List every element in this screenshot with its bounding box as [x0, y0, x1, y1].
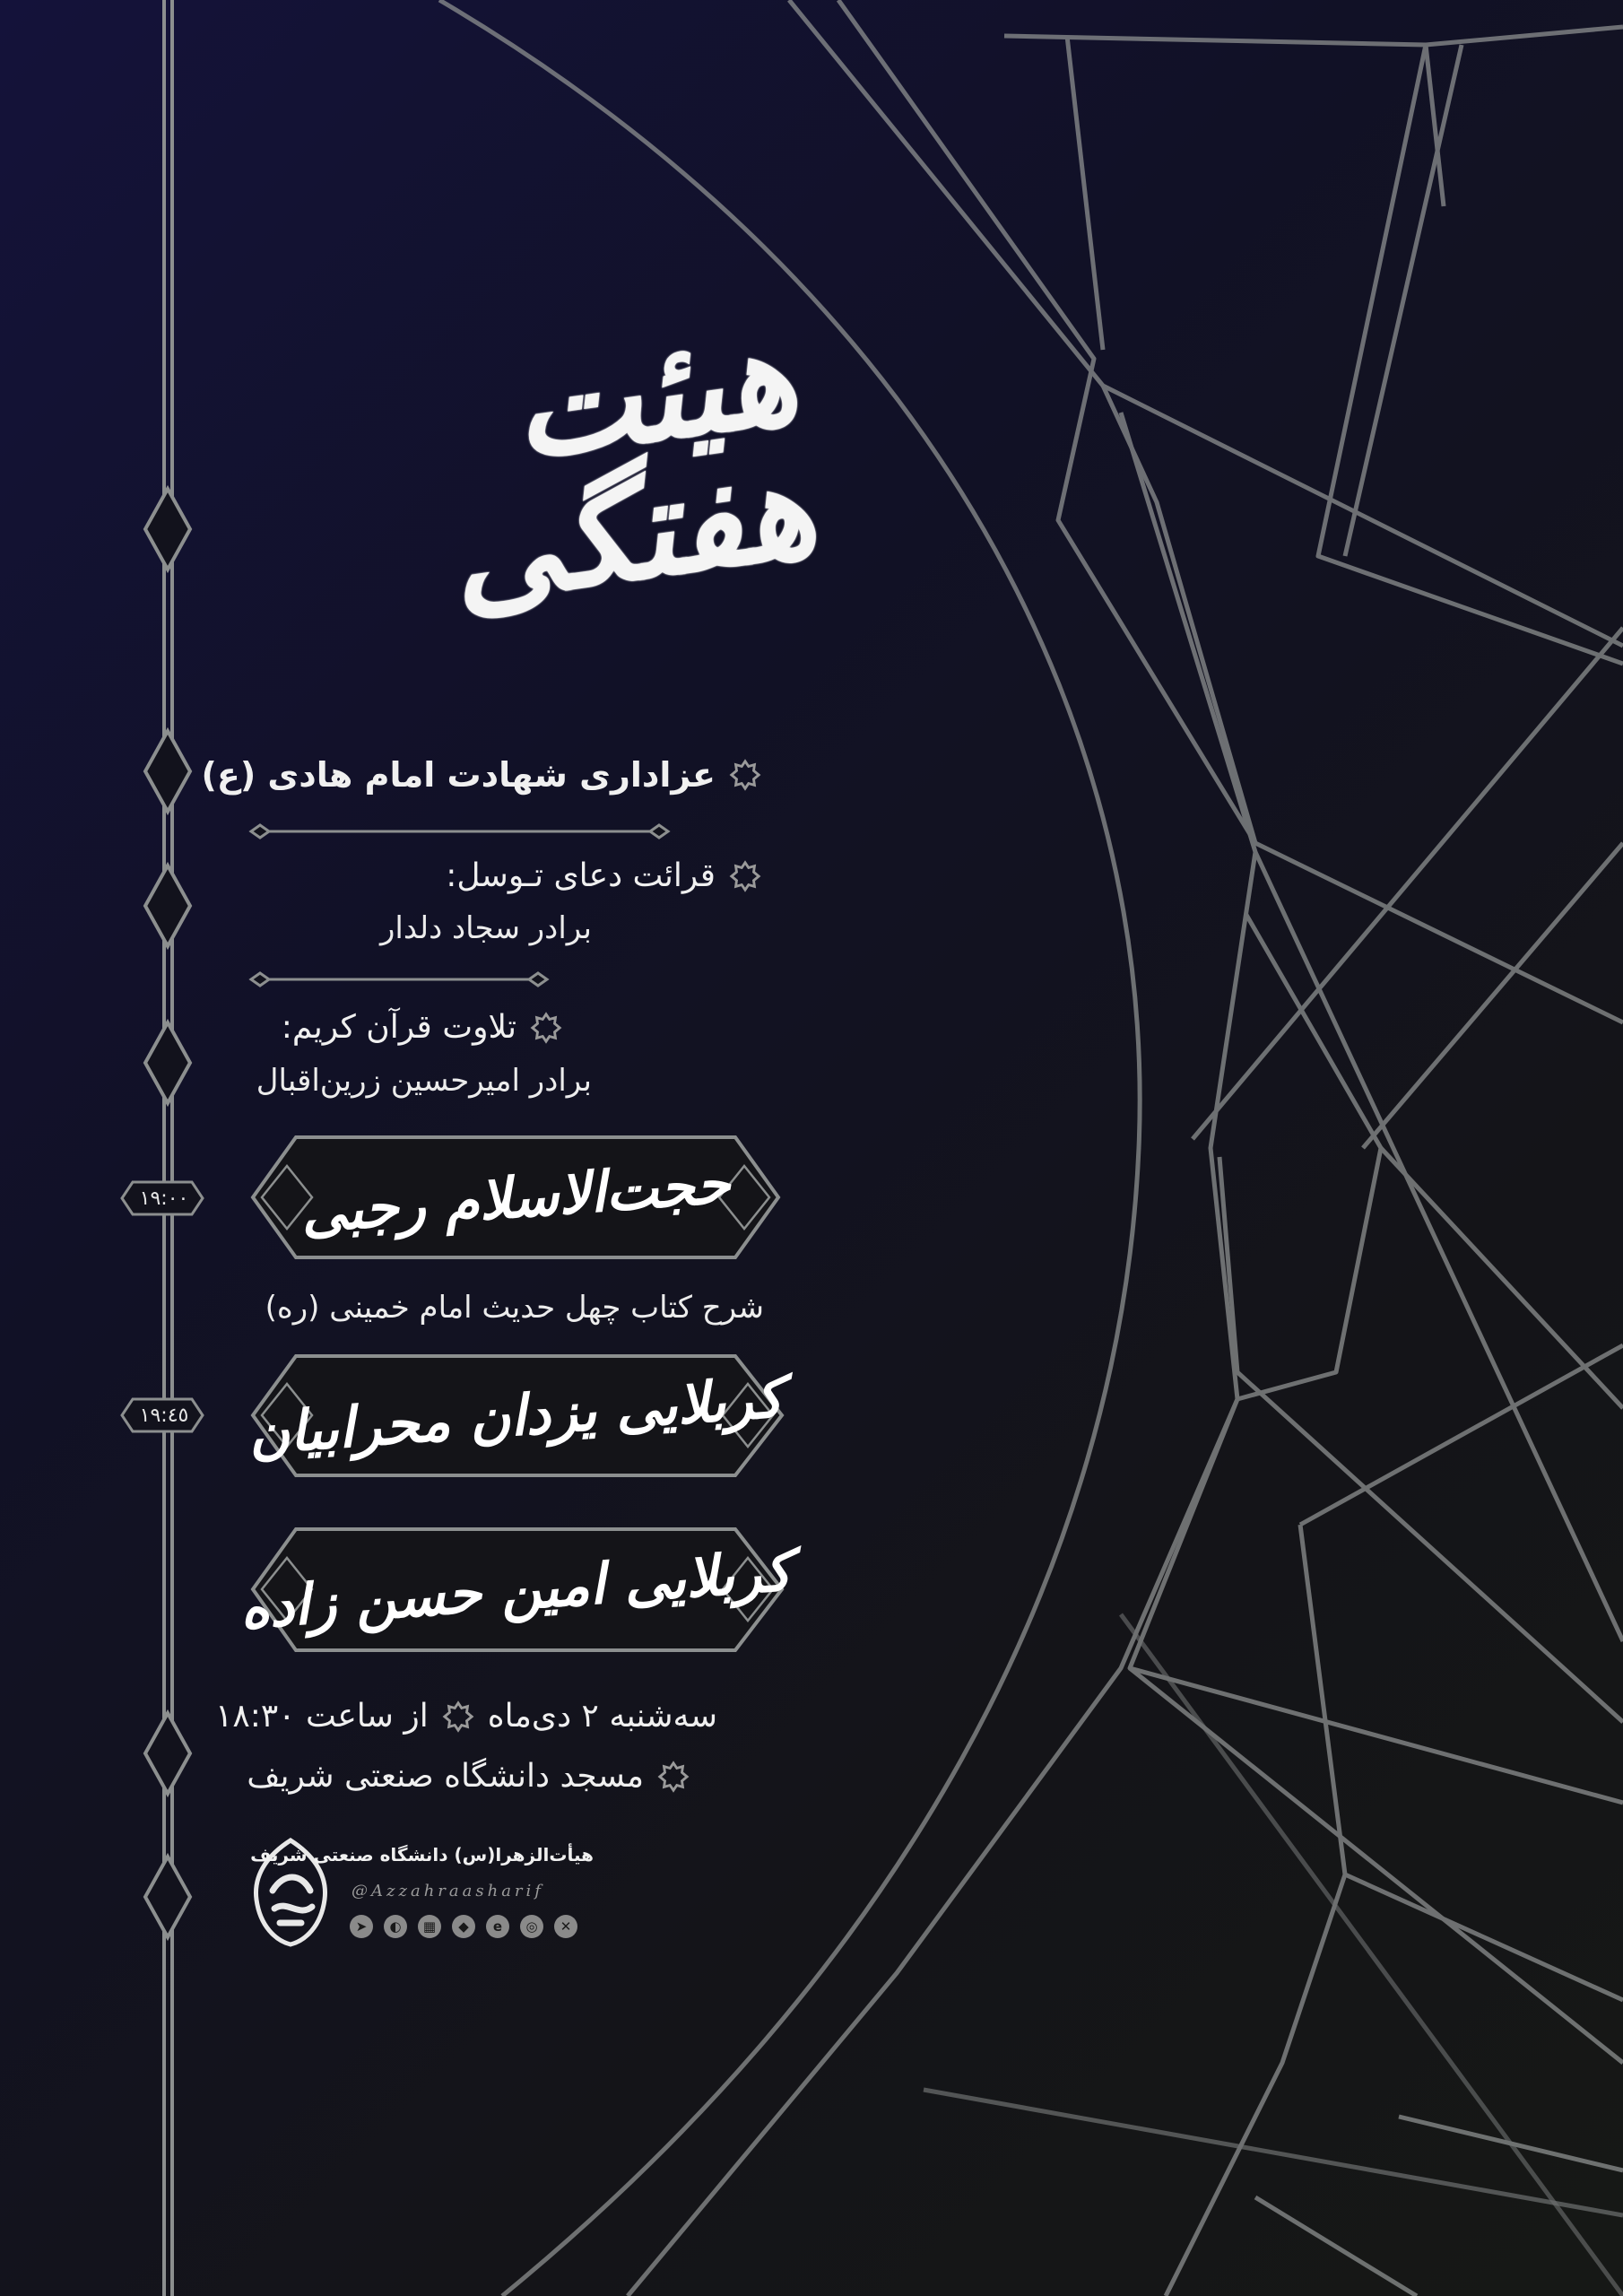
lecture-topic: شرح کتاب چهل حدیث امام خمینی (ره): [265, 1290, 764, 1326]
social-handle: @Azzahraasharif: [352, 1882, 544, 1900]
place-text: مسجد دانشگاه صنعتی شریف: [247, 1758, 644, 1795]
quran-person: برادر امیرحسین زرین‌اقبال: [256, 1063, 592, 1099]
title-calligraphy: [233, 269, 825, 691]
eitaa-icon[interactable]: e: [486, 1915, 509, 1938]
gear-star-icon: [728, 859, 762, 893]
speaker-name: کربلایی امین حسن زاده: [238, 1537, 794, 1641]
place-line: [247, 1758, 690, 1795]
x-icon[interactable]: ✕: [554, 1915, 577, 1938]
speaker-plaque-2: [247, 1352, 785, 1478]
time-badge-1: ۱۹:۰۰: [139, 1187, 189, 1210]
telegram-icon[interactable]: ➤: [350, 1915, 373, 1938]
gear-star-icon: [656, 1760, 690, 1794]
aparat-icon[interactable]: ◐: [384, 1915, 407, 1938]
date-text: سه‌شنبه ۲ دی‌ماه: [487, 1698, 717, 1735]
tavassol-person: برادر سجاد دلدار: [380, 910, 592, 946]
tavassol-line: [446, 857, 762, 894]
mourning-line: [202, 755, 763, 795]
speaker-plaque-3: [238, 1526, 794, 1652]
gear-star-icon: [529, 1011, 563, 1045]
rubika-icon[interactable]: ▦: [418, 1915, 441, 1938]
date-line: [215, 1698, 717, 1735]
quran-title: تلاوت قرآن کریم:: [281, 1009, 516, 1046]
speaker-name: حجت‌الاسلام رجبی: [299, 1149, 733, 1246]
time-badge-2: ۱۹:٤٥: [139, 1404, 189, 1427]
tavassol-title: قرائت دعای تـوسل:: [446, 857, 716, 894]
gear-star-icon: [441, 1700, 475, 1734]
speaker-name: کربلایی یزدان محرابیان: [246, 1363, 785, 1467]
organization-name: هیأت‌الزهرا(س) دانشگاه صنعتی شریف: [250, 1844, 594, 1866]
time-text: از ساعت ۱۸:۳۰: [215, 1698, 429, 1735]
quran-line: [282, 1009, 563, 1046]
speaker-plaque-1: [247, 1135, 785, 1260]
bale-icon[interactable]: ◆: [452, 1915, 475, 1938]
poster-title: هیئت هفتگی: [439, 295, 825, 636]
gear-star-icon: [728, 758, 762, 792]
instagram-icon[interactable]: ◎: [520, 1915, 543, 1938]
mourning-text: عزاداری شهادت امام هادی (ع): [201, 755, 716, 795]
